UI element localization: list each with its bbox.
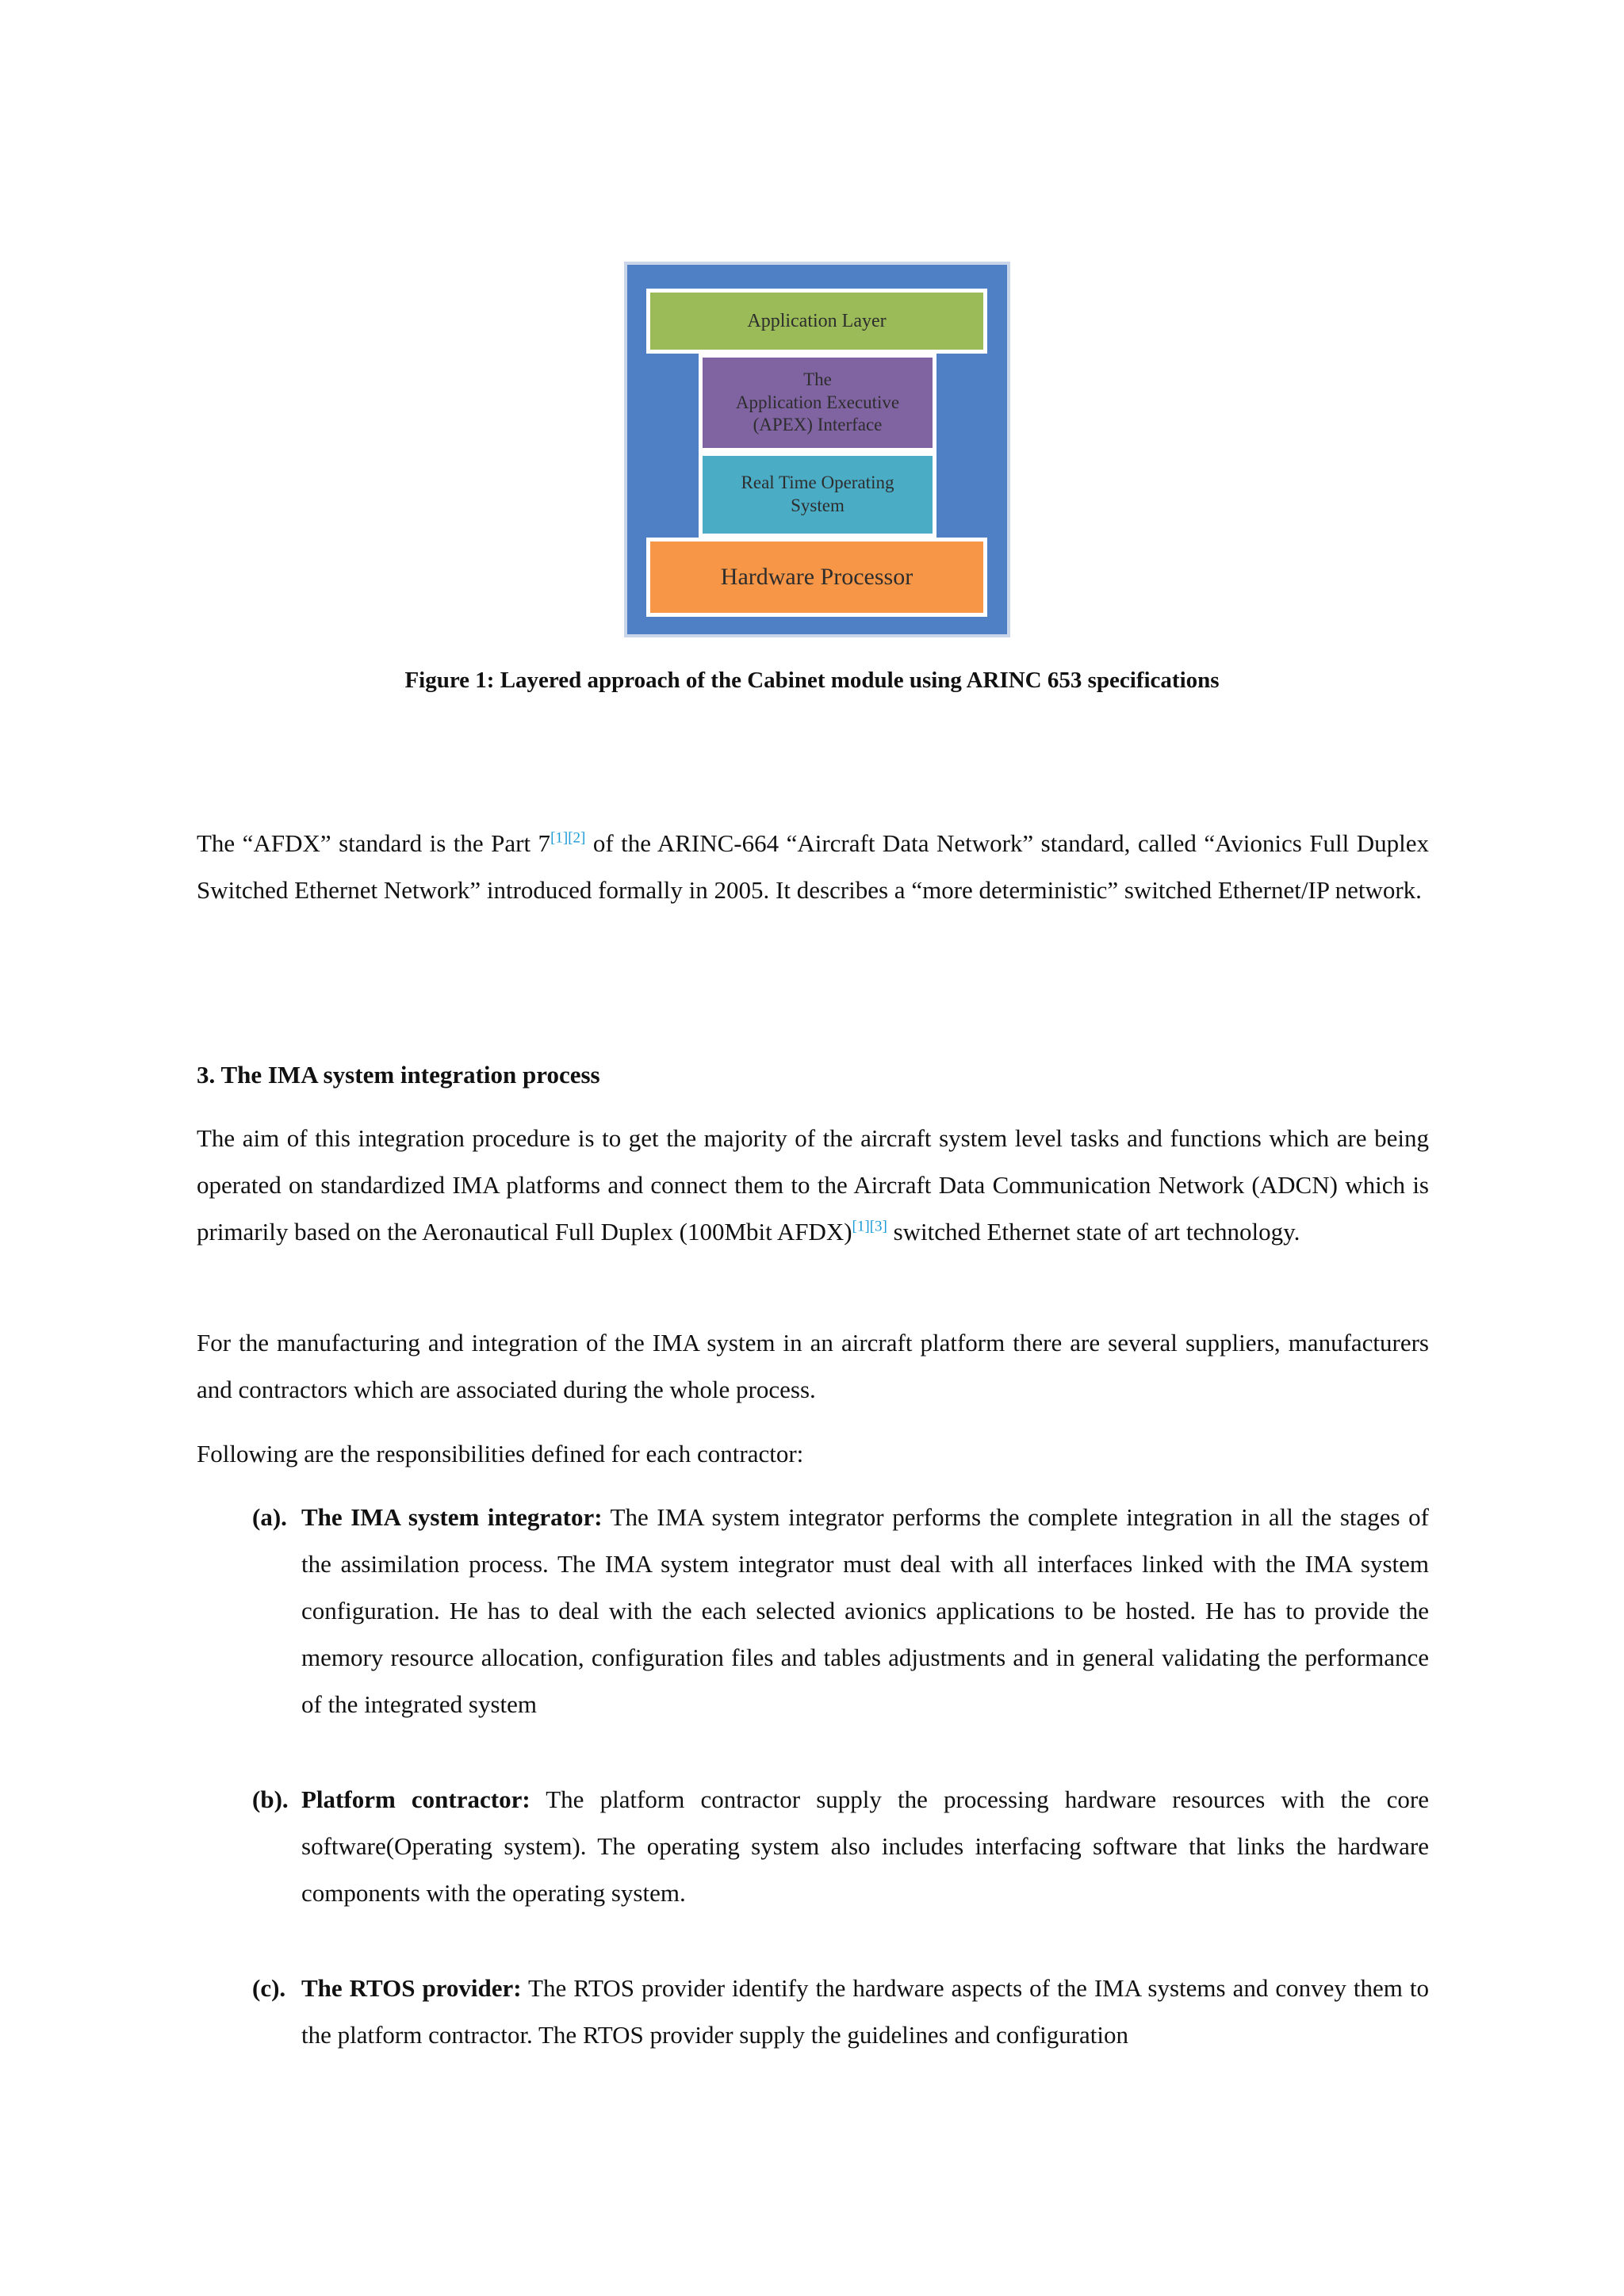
apex-label-line2: Application Executive [735,392,900,412]
item-label: (c). [252,1974,286,2002]
responsibility-item [252,1494,1429,1728]
application-layer-box [646,289,987,354]
rtos-label-line2: System [791,496,845,515]
responsibility-item-b [252,1776,1429,1916]
afdx-text-end: of the ARINC-664 “Aircraft Data Network” standard, called “Avionics Full Duplex Switched Ethernet Network” introduced formally in 2005. It describes a “more deterministic” switched Ethernet/IP network. [197,829,1430,904]
rtos-layer-box [699,452,936,538]
rtos-label-line1: Real Time Operating [741,473,894,493]
item-label: (a). [252,1503,287,1531]
afdx-text-start: The “AFDX” standard is the Part 7 [197,829,551,857]
layered-architecture-figure [624,262,1010,637]
figure-caption: Figure 1: Layered approach of the Cabinet module using ARINC 653 specifications [404,668,1220,693]
item-text: The RTOS provider identify the hardware aspects of the IMA systems and convey them to the platform contractor. The RTOS provider supply the guidelines and configuration [301,1974,1429,2049]
application-layer-label: Application Layer [747,311,887,331]
item-term: Platform contractor: [301,1785,530,1813]
aim-paragraph-block [197,1115,1429,1255]
responsibility-item-a [252,1494,1429,1728]
section-heading: 3. The IMA system integration process [197,1061,600,1089]
afdx-paragraph [197,820,1429,913]
manufacturing-paragraph: For the manufacturing and integration of the IMA system in an aircraft platform there are several suppliers, manufacturers and contractors which are associated during the whole process. [197,1329,1429,1403]
section-heading-block [197,1051,1429,1098]
apex-label-line3: (APEX) Interface [753,415,883,435]
responsibility-item [252,1776,1429,1916]
manufacturing-paragraph-block [197,1319,1429,1413]
citation-link[interactable]: [1][2] [550,829,586,847]
aim-text-start: The aim of this integration procedure is to get the majority of the aircraft system level tasks and functions which are being operated on standardized IMA platforms and connect them to the Aircraft Data Communication Network (ADCN) which is primarily based on the Aeronautical Full Duplex (100Mbit AFDX) [197,1124,1429,1246]
afdx-paragraph-block [197,820,1429,913]
responsibility-item-c [252,1965,1429,2058]
responsibility-item [252,1965,1429,2058]
hardware-processor-box [646,538,987,617]
item-text: The platform contractor supply the processing hardware resources with the core software(Operating system). The operating system also includes interfacing software that links the hardware components with the operating system. [301,1785,1429,1907]
apex-label-line1: The [803,369,832,389]
following-paragraph-block [197,1430,1429,1477]
aim-text-end: switched Ethernet state of art technology. [887,1218,1300,1246]
item-term: The IMA system integrator: [301,1503,603,1531]
aim-paragraph [197,1115,1429,1255]
citation-link[interactable]: [1][3] [852,1218,887,1235]
apex-interface-box [699,354,936,452]
following-paragraph: Following are the responsibilities defined for each contractor: [197,1440,804,1468]
item-term: The RTOS provider: [301,1974,522,2002]
hardware-processor-label: Hardware Processor [720,564,914,591]
item-label: (b). [252,1785,289,1813]
item-text: The IMA system integrator performs the complete integration in all the stages of the assimilation process. The IMA system integrator must deal with all interfaces linked with the IMA system configuration. He has to deal with the each selected avionics applications to be hosted. He has to provide the memory resource allocation, configuration files and tables adjustments and in general validating the performance of the integrated system [301,1503,1429,1718]
